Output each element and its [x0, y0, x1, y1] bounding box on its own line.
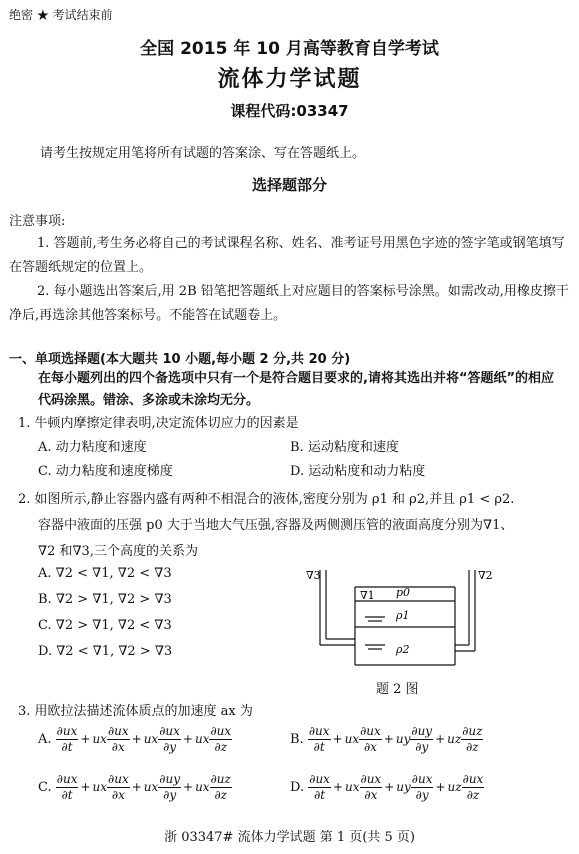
note-item-1: 1. 答题前,考生务必将自己的考试课程名称、姓名、准考证号用黑色字迹的签字笔或钢笔填写在答题纸规定的位置上。 [9, 236, 565, 275]
fig-inner-level-label: ∇1 [360, 589, 375, 602]
q2-option-d: D. ∇2 < ∇1, ∇2 > ∇3 [38, 644, 173, 659]
subject-title: 流体力学试题 [217, 67, 362, 92]
q2-figure [300, 565, 500, 695]
q1-stem: 1. 牛顿内摩擦定律表明,决定流体切应力的因素是 [18, 416, 299, 431]
q2-option-b: B. ∇2 > ∇1, ∇2 > ∇3 [38, 592, 172, 607]
fig-rho2-label: ρ2 [396, 643, 410, 656]
part1-heading: 一、单项选择题(本大题共 10 小题,每小题 2 分,共 20 分) [9, 352, 351, 367]
q3-option-c [38, 772, 232, 803]
q3-d-formula: $\frac{\partial ux}{\partial t}$ + ux $\frac{\partial ux}{\partial x}$ + uy $\frac{\partial ux}{\partial y}$ + uz $\frac{\partial ux}{\partial z}$ [309, 772, 484, 802]
q1-option-b: B. 运动粘度和速度 [290, 440, 399, 455]
q2-option-c: C. ∇2 > ∇1, ∇2 < ∇3 [38, 618, 172, 633]
q3-d-label: D. [290, 780, 305, 795]
q2-stem-line1: 2. 如图所示,静止容器内盛有两种不相混合的液体,密度分别为 ρ1 和 ρ2,并且 ρ1 < ρ2. [18, 492, 515, 507]
note-item-2: 2. 每小题选出答案后,用 2B 铅笔把答题纸上对应题目的答案标号涂黑。如需改动,用橡皮擦干净后,再选涂其他答案标号。不能答在试题卷上。 [9, 284, 569, 323]
course-code: 课程代码:03347 [230, 102, 349, 120]
q3-b-formula: $\frac{\partial ux}{\partial t}$ + ux $\frac{\partial ux}{\partial x}$ + uy $\frac{\partial uy}{\partial y}$ + uz $\frac{\partial uz}{\partial z}$ [308, 724, 483, 754]
q3-b-label: B. [290, 732, 304, 747]
q3-c-label: C. [38, 780, 52, 795]
q3-option-d [290, 772, 484, 803]
fig-rho1-label: ρ1 [396, 609, 410, 622]
q3-a-label: A. [38, 732, 52, 747]
q3-c-formula: $\frac{\partial ux}{\partial t}$ + ux $\frac{\partial ux}{\partial x}$ + ux $\frac{\partial uy}{\partial y}$ + ux $\frac{\partial uz}{\partial z}$ [56, 772, 231, 802]
fig-right-level-label: ∇2 [478, 569, 493, 582]
q1-option-a: A. 动力粘度和速度 [38, 440, 147, 455]
page-footer: 浙 03347# 流体力学试题 第 1 页(共 5 页) [164, 830, 415, 845]
exam-title: 全国 2015 年 10 月高等教育自学考试 [140, 39, 439, 59]
q2-option-a: A. ∇2 < ∇1, ∇2 < ∇3 [38, 566, 172, 581]
fig-left-level-label: ∇3 [306, 569, 321, 582]
q2-stem-line2: 容器中液面的压强 p0 大于当地大气压强,容器及两侧测压管的液面高度分别为∇1、 [38, 518, 514, 533]
secret-label: 绝密 ★ 考试结束前 [9, 8, 113, 22]
part1-desc: 在每小题列出的四个备选项中只有一个是符合题目要求的,请将其选出并将“答题纸”的相应代码涂黑。错涂、多涂或未涂均无分。 [38, 371, 555, 408]
q2-stem-line3: ∇2 和∇3,三个高度的关系为 [38, 544, 198, 559]
q2-figure-caption: 题 2 图 [376, 682, 419, 697]
q1-option-c: C. 动力粘度和速度梯度 [38, 464, 173, 479]
q3-option-a [38, 724, 232, 755]
q3-stem: 3. 用欧拉法描述流体质点的加速度 ax 为 [18, 704, 253, 719]
notes-heading: 注意事项: [9, 214, 66, 229]
answer-instruction: 请考生按规定用笔将所有试题的答案涂、写在答题纸上。 [40, 146, 366, 161]
q3-a-formula: $\frac{\partial ux}{\partial t}$ + ux $\frac{\partial ux}{\partial x}$ + ux $\frac{\partial ux}{\partial y}$ + ux $\frac{\partial ux}{\partial z}$ [56, 724, 232, 754]
q3-option-b [290, 724, 483, 755]
fig-p0-label: p0 [396, 586, 411, 599]
section-title: 选择题部分 [251, 176, 327, 194]
q1-option-d: D. 运动粘度和动力粘度 [290, 464, 426, 479]
